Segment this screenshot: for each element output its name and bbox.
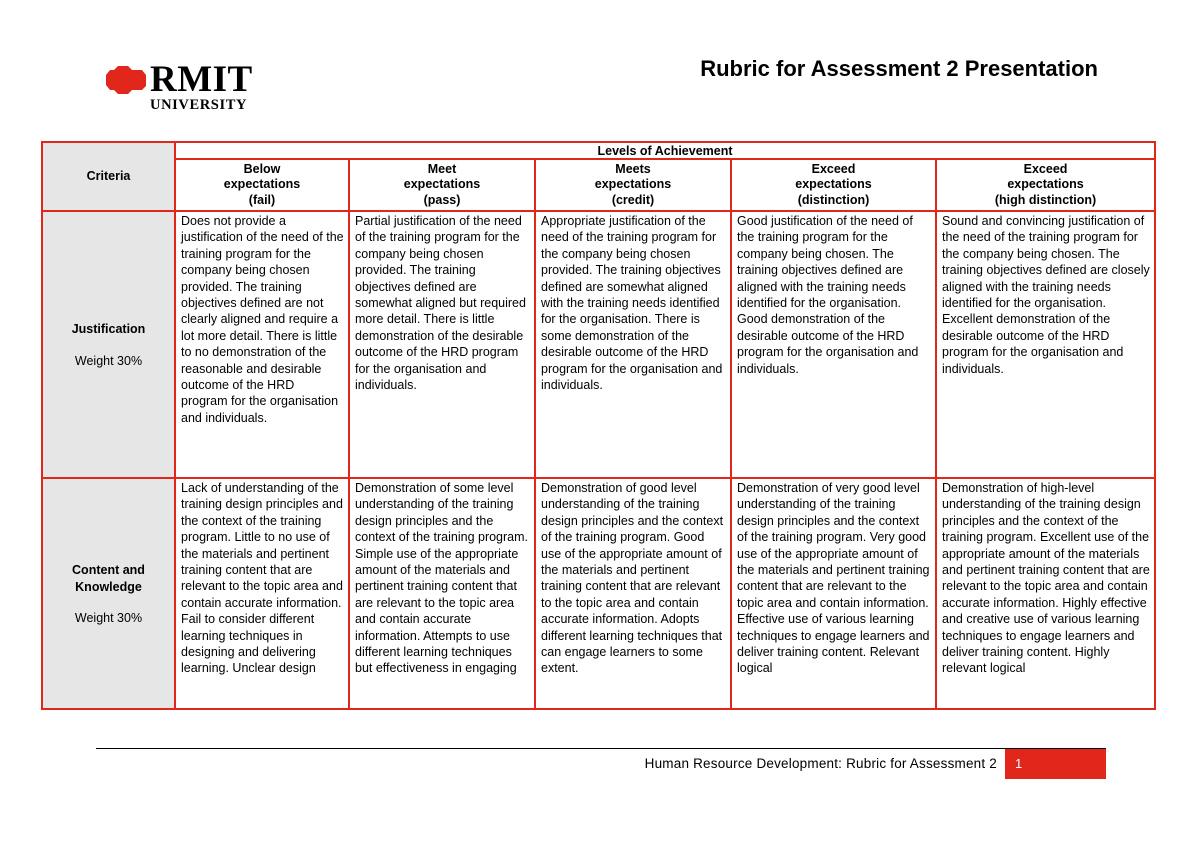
criterion-weight: Weight 30% bbox=[74, 353, 143, 368]
page-number-box bbox=[1005, 749, 1106, 779]
descriptor-cell: Does not provide a justification of the need of the training program for the company being chosen provided. The training objectives defined are not clearly aligned and require a lot more detail. There is little to no demonstration of the reasonable and desirable outcome of the HRD program for the organisation and individuals. bbox=[181, 214, 344, 425]
footer-divider bbox=[96, 748, 1106, 749]
page-number: 1 bbox=[1015, 756, 1023, 771]
criterion-cell bbox=[42, 211, 175, 478]
table-row bbox=[42, 211, 1155, 478]
descriptor-cell: Partial justification of the need of the training program for the company being chosen provided. The training objectives defined are somewhat aligned but required more detail. There is little demonstration of the desirable outcome of the HRD program for the organisation and individuals. bbox=[355, 214, 526, 393]
descriptor-cell: Demonstration of high-level understanding of the training design principles and the context of the training program. Excellent use of the appropriate amount of the materials and pertinent training content that are relevant to the topic area and contain accurate information. Highly effective and creative use of various learning techniques to engage learners and deliver training content. Highly relevant logical bbox=[942, 481, 1150, 676]
document-title: Rubric for Assessment 2 Presentation bbox=[700, 56, 1098, 81]
level-header: Meets expectations (credit) bbox=[535, 159, 731, 211]
criterion-name: Justification bbox=[71, 322, 146, 337]
descriptor-cell: Good justification of the need of the training program for the company being chosen. The training objectives defined are aligned with the training needs identified for the organisation. Good demonstration of the desirable outcome of the HRD program for the organisation and individuals. bbox=[737, 214, 919, 376]
descriptor-cell: Appropriate justification of the need of the training program for the company being chosen provided. The training objectives defined are somewhat aligned with the training needs identified for the organisation. There is some demonstration of the desirable outcome of the HRD program for the organisation and individuals. bbox=[541, 214, 723, 393]
criteria-header: Criteria bbox=[42, 142, 175, 211]
level-header: Below expectations (fail) bbox=[175, 159, 349, 211]
criterion-name: Content and Knowledge bbox=[72, 563, 145, 594]
level-header: Meet expectations (pass) bbox=[349, 159, 535, 211]
rubric-table bbox=[41, 141, 1156, 710]
descriptor-cell: Sound and convincing justification of the need of the training program for the company being chosen. The training objectives defined are closely aligned with the training needs identified for the organisation. Excellent demonstration of the desirable outcome of the HRD program for the organisation and individuals. bbox=[942, 214, 1150, 376]
criterion-weight: Weight 30% bbox=[74, 611, 143, 625]
table-row bbox=[42, 478, 1155, 709]
descriptor-cell: Lack of understanding of the training design principles and the context of the training program. Little to no use of the materials and pertinent training content that are relevant to the topic area and contain accurate information. Fail to consider different learning techniques in designing and delivering learning. Unclear design bbox=[181, 481, 343, 676]
descriptor-cell: Demonstration of some level understanding of the training design principles and the context of the training program. Simple use of the appropriate amount of the materials and pertinent training content that are relevant to the topic area and contain accurate information. Attempts to use different learning techniques but effectiveness in engaging bbox=[355, 481, 529, 676]
rmit-logo bbox=[106, 60, 266, 120]
level-header: Exceed expectations (distinction) bbox=[731, 159, 936, 211]
footer-text: Human Resource Development: Rubric for Assessment 2 bbox=[644, 756, 997, 771]
rmit-pixel-icon bbox=[106, 66, 146, 98]
descriptor-cell: Demonstration of very good level understanding of the training design principles and the context of the training program. Very good use of the appropriate amount of the materials and pertinent training content that are relevant to the topic area and contain information. Effective use of various learning techniques to engage learners and deliver training content. Relevant logical bbox=[737, 481, 930, 676]
logo-subtitle: UNIVERSITY bbox=[150, 97, 248, 113]
levels-header: Levels of Achievement bbox=[175, 142, 1155, 159]
descriptor-cell: Demonstration of good level understanding of the training design principles and the context of the training program. Good use of the appropriate amount of the materials and pertinent training content that are relevant to the topic area and contain accurate information. Adopts different learning techniques that can engage learners to some extent. bbox=[541, 481, 724, 676]
level-header: Exceed expectations (high distinction) bbox=[936, 159, 1155, 211]
logo-name: RMIT bbox=[150, 59, 253, 100]
criterion-cell bbox=[42, 478, 175, 709]
